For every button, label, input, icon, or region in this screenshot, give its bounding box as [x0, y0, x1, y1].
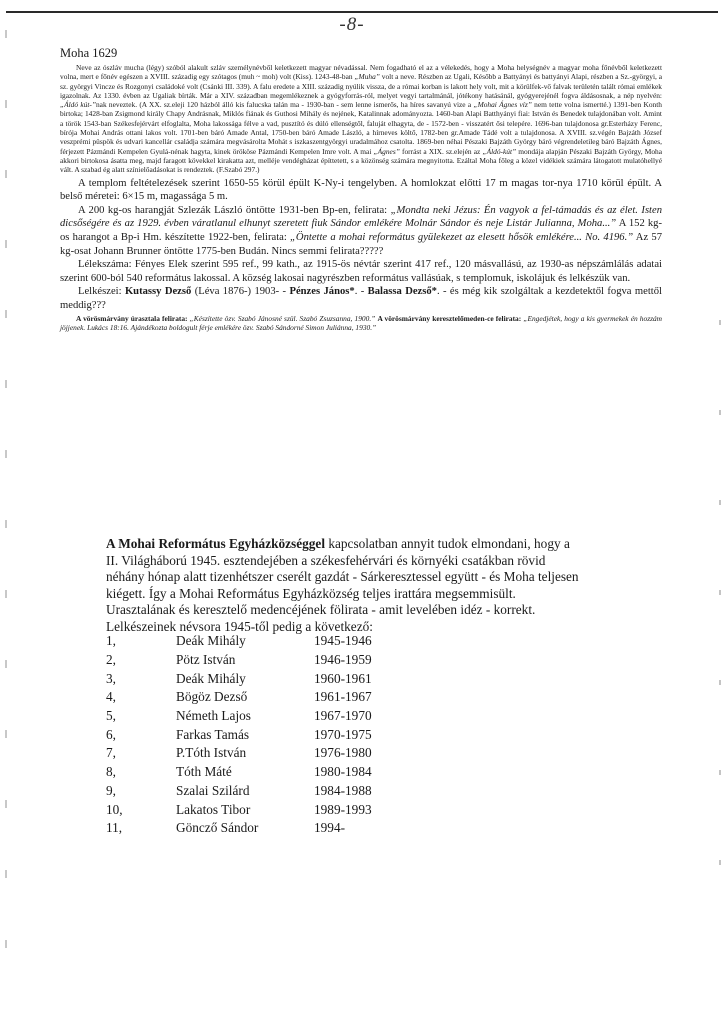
list-item [106, 632, 506, 651]
list-item [106, 800, 506, 819]
table-label: A vörösmárvány úrasztala felirata: [76, 313, 190, 323]
list-item [106, 819, 506, 838]
list-item [106, 725, 506, 744]
pastor-name: Pötz István [176, 652, 236, 668]
intro-paragraph [60, 63, 662, 175]
bell-text-2: A 152 kg-os harangot a Bp-i Hm. készítette 1922-ben, felirata: [60, 218, 662, 243]
church-paragraph: A templom feltételezések szerint 1650-55 körül épült K-Ny-i tengelyben. A homlokzat előtti 17 m magas tor-nya 1710 körül épült. A belső méretei: 6×15 m, magassága 5 m. [60, 177, 662, 203]
intro-text-3: nak neveztek. (A XX. sz.eleji 120 házból álló kis falucska talán ma - 1930-ban - sem lenne ismerős, ha híres savanyú vize a [95, 100, 474, 110]
list-item [106, 782, 506, 801]
intro-quote-muha: „Muha” [354, 72, 380, 82]
pastor-kutassy: Kutassy Dezső [124, 286, 192, 298]
list-item [106, 651, 506, 670]
pastor-years: 1967-1970 [314, 708, 372, 724]
congregation-name: A Mohai Református Egyházközséggel [106, 536, 326, 551]
pastor-number: 8, [106, 764, 116, 780]
pastor-name: Farkas Tamás [176, 726, 250, 742]
list-item [106, 744, 506, 763]
top-rule [6, 11, 718, 13]
pastor-years: 1945-1946 [314, 633, 372, 649]
binding-marks [5, 30, 7, 990]
pastors-text-2: . - [354, 286, 368, 298]
pastor-number: 6, [106, 726, 116, 742]
pastor-penzes: Pénzes János* [289, 286, 355, 298]
pastor-name: Lakatos Tibor [176, 801, 251, 817]
pastors-text-1: (Léva 1876-) 1903- - [191, 286, 290, 298]
chalice-paragraph [60, 314, 662, 333]
pastor-list [106, 632, 506, 838]
pastor-balassa: Balassa Dezső* [367, 286, 437, 298]
pastors-text-3: . - és még kik szolgáltak a kezdetektől fogva mettől meddig??? [60, 286, 662, 311]
intro-quote-agnes: „Ágnes” [373, 146, 400, 156]
pastor-number: 4, [106, 689, 116, 705]
font-inscription: „Engedjétek, hogy a kis gyermekek én hozzám jöjjenek. Lukács 18:16. Ajándékozta boldogult férje emlékére özv. Szabó Sándorné Simon Juliánna, 1930.” [60, 313, 662, 332]
bell-text-3: Az 57 kg-osat Johann Brunner öntötte 1775-ben Budán. Nincs semmi felirata????? [60, 231, 662, 257]
pastor-number: 1, [106, 633, 116, 649]
pastor-years: 1984-1988 [314, 782, 372, 798]
pastor-years: 1961-1967 [314, 689, 372, 705]
pastor-name: Göncző Sándor [176, 820, 259, 836]
pastor-number: 7, [106, 745, 116, 761]
intro-text-6: mondája alapján Pészaki Bajzáth György, Moha akkori birtokosa ásatta meg, majd faragott kövekkel kirakatta azt, melléje vendégházat építtetett, s a közönség számára megnyitotta. Ezáltal Moha főleg a közel vidékiek számára látogatott mulatóhellyé vált. A szabad ég alatt színielőadásokat is rendeztek. (F.Szabó 297.) [60, 146, 662, 175]
lower-line-3: néhány hónap alatt tizenhétszer cserélt gazdát - Sárkeresztessel együtt - és Moha teljesen [106, 569, 579, 585]
pastor-years: 1970-1975 [314, 726, 372, 742]
intro-quote-aldo-kut: „Áldó kút-” [60, 100, 96, 110]
intro-quote-agnes-viz: „Mohai Ágnes víz” [473, 100, 532, 110]
bell-paragraph [60, 204, 662, 258]
edge-marks [719, 320, 721, 880]
pastor-number: 5, [106, 708, 116, 724]
lower-line-5: Urasztalának és keresztelő medencéjének fölirata - amit levelében idéz - korrekt. [106, 602, 536, 618]
intro-text-1: Neve az ószláv mucha (légy) szóból alakult szláv személynévből keletkezett magyar névadással. Nem fogadható el az a vélekedés, hogy a Moha helységnév a magyar moha főnévből keletkezett volna, mert e főnév egészen a XVIII. századig egy szótagos (muh ~ moh) volt (Kiss). 1243-48-ban [60, 63, 662, 82]
pastor-years: 1946-1959 [314, 652, 372, 668]
pastor-years: 1960-1961 [314, 670, 372, 686]
lower-line-2: II. Világháború 1945. esztendejében a székesfehérvári és környéki csatákban rövid [106, 552, 546, 568]
pastor-number: 2, [106, 652, 116, 668]
intro-text-5: forrást a XIX. sz.elején az [399, 146, 483, 156]
pastor-number: 9, [106, 782, 116, 798]
pastors-paragraph [60, 285, 662, 312]
intro-text-2: volt a neve. Részben az Ugali, Később a Battyányi és battyányi Alapi, részben a Sz.-györgyi, a sz. györgyi Vincze és Rozgonyi családoké volt (Csánki III. 339). A falu eredete a XIII. századig nyúlik vissza, de a római korban is lakott hely volt, mit a körülfek-vő falvak területén talált római emlékek igazolnak. Az 1330. évben az Ugaliak bírták. Már a XIV. században megemlékeznek a gyógyforrás-ról, melyet vegyi tartalmánál, jótékony hatásánál, gyógyerejénél fogva áldásosnak, a nép nyelvén: [60, 72, 662, 100]
lower-line-6: Lelkészeinek névsora 1945-től pedig a következő: [106, 618, 373, 634]
page-heading: Moha 1629 [60, 46, 118, 60]
intro-quote-aldo-kut-2: „Áldó-kút” [482, 146, 517, 156]
list-item [106, 688, 506, 707]
intro-text-4: nem tette volna ismertté.) 1391-ben Konth birtoka; 1428-ban Zsigmond király Chapy Andrásnak, Miklós fiának és Guthosi Mihály és nejének, Katalinnak adományozta. 1460-ban Alapi Batthyányi fiai: István és Benedek tulajdonában volt. Amint a török 1543-ban Székesfejérvárt elfoglalta, Moha lakossága félve a vad, pusztító és dúló ellenségtől, faluját elhagyta, de - 1572-ben - visszatért ősi telepére. 1696-ban tulajdonosa gr.Esterházy Ferenc, bírója Mohai András ottani lakos volt. 1701-ben báró Amade Antal, 1750-ben báró Amade László, a hírneves költő, 1782-ben gr.Amade Tádé volt a tulajdonosa. A XVIII. sz.végén Bajzáth József veszprémi püspök és udvari kancellár családja számára megvásárolta Mohát s iszkaszentgyörgyi uradalmához csatolta. 1869-ben néhai Pészaki Bajzáth György báró végrendeletileg báró Bajzáth Ágnes, férjezett Pázmándi Kempelen Gyulá-nénak hagyta, kinek örököse Pázmándi Kempelen Imre volt. A mai [60, 100, 662, 156]
lower-section [106, 536, 686, 636]
list-item [106, 669, 506, 688]
list-item [106, 763, 506, 782]
pastor-name: Tóth Máté [176, 764, 232, 780]
pastor-name: Bögöz Dezső [176, 689, 248, 705]
bell-text-1: A 200 kg-os harangját Szlezák László öntötte 1931-ben Bp-en, felirata: [78, 204, 391, 216]
pastor-number: 3, [106, 670, 116, 686]
pastor-years: 1980-1984 [314, 764, 372, 780]
lower-line-4: kiégett. Így a Mohai Református Egyházközség teljes irattára megsemmisült. [106, 585, 516, 601]
pastor-number: 10, [106, 801, 123, 817]
table-inscription: „Készítette özv. Szabó Jánosné szül. Szabó Zsuzsanna, 1900.” [189, 313, 376, 323]
pastor-name: Deák Mihály [176, 670, 246, 686]
font-label: A vörösmárvány keresztelőmeden-ce felirata: [377, 313, 524, 323]
lower-line-1-rest: kapcsolatban annyit tudok elmondani, hogy a [325, 536, 570, 551]
bell-inscription-2: „Öntette a mohai református gyülekezet az elesett hősök emlékére... No. 4196.” [290, 231, 634, 243]
bell-inscription-1: „Mondta neki Jézus: Én vagyok a fel-támadás és az élet. Isten dicsőségére és az 1929. évben váratlanul elhunyt szeretett fiuk Sándor emlékére Molnár Sándor és neje Listár Julianna, Moha...” [60, 204, 663, 230]
pastor-years: 1994- [314, 820, 346, 836]
pastor-years: 1989-1993 [314, 801, 372, 817]
pastor-name: Németh Lajos [176, 708, 251, 724]
upper-section [60, 46, 662, 332]
pastor-name: Deák Mihály [176, 633, 246, 649]
pastor-name: P.Tóth István [176, 745, 247, 761]
page-number: -8- [339, 14, 365, 35]
pastor-years: 1976-1980 [314, 745, 372, 761]
lower-line-1 [106, 536, 686, 553]
pastors-label: Lelkészei: [78, 286, 125, 298]
population-paragraph: Lélekszáma: Fényes Elek szerint 595 ref., 99 kath., az 1915-ös névtár szerint 417 ref., 120 másvallású, az 1930-as népszámlálás adatai szerint 600-ból 540 református lakossal. A község lakosai nagyrészben református vallásúak, s templomuk, iskolájuk és lelkészük van. [60, 259, 662, 284]
pastor-number: 11, [106, 820, 123, 836]
pastor-name: Szalai Szilárd [176, 782, 250, 798]
list-item [106, 707, 506, 726]
